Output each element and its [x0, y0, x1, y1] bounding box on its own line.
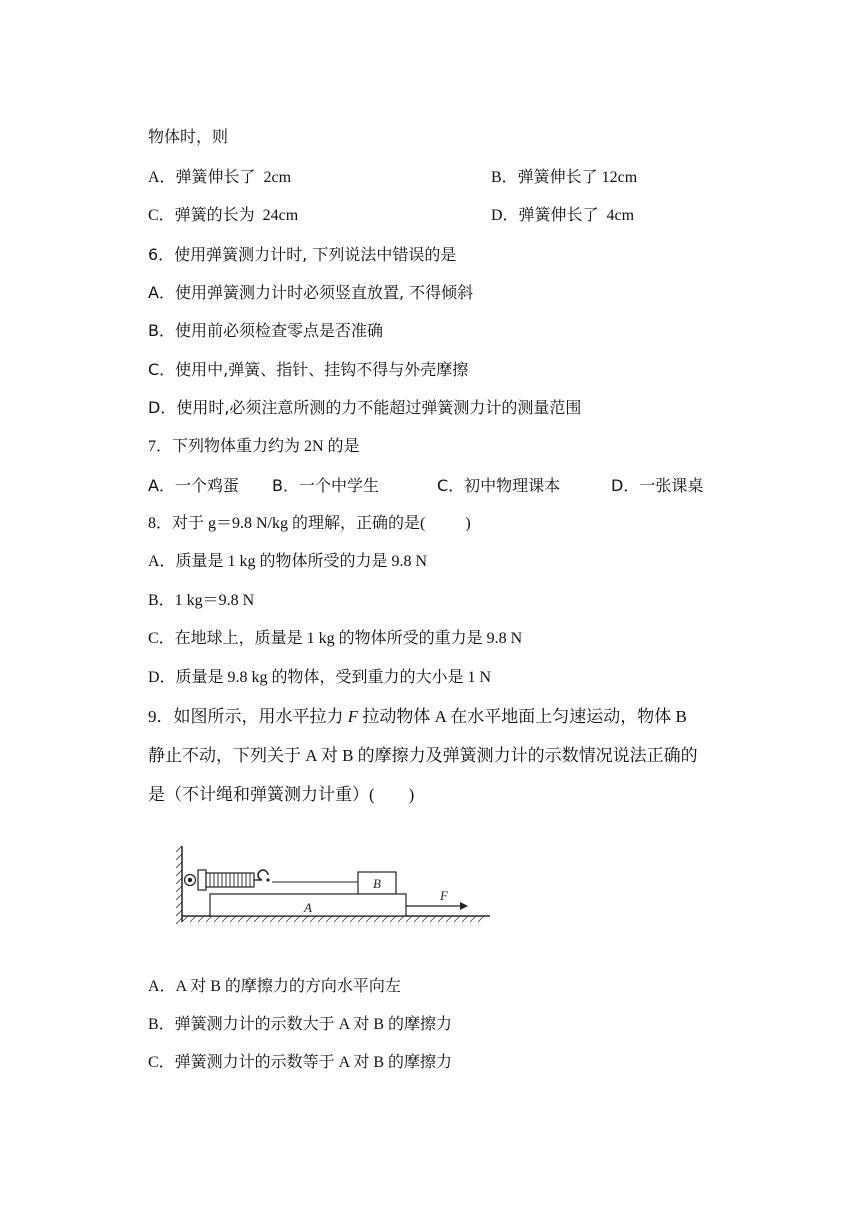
option-9c: C．弹簧测力计的示数等于 A 对 B 的摩擦力 — [148, 1054, 453, 1071]
option-6d: D．使用时,必须注意所测的力不能超过弹簧测力计的测量范围 — [148, 398, 582, 417]
option-6c: C．使用中,弹簧、指针、挂钩不得与外壳摩擦 — [148, 360, 469, 379]
option-8a: A．质量是 1 kg 的物体所受的力是 9.8 N — [148, 553, 428, 570]
text-span: 拉动物体 A 在水平地面上匀速运动，物体 B — [358, 707, 687, 726]
option-6a: A．使用弹簧测力计时必须竖直放置, 不得倾斜 — [148, 283, 474, 302]
text-span: 9．如图所示，用水平拉力 — [148, 707, 348, 726]
question-6: 6．使用弹簧测力计时, 下列说法中错误的是 — [148, 245, 457, 264]
option-8b: B．1 kg＝9.8 N — [148, 592, 255, 609]
option-9b: B．弹簧测力计的示数大于 A 对 B 的摩擦力 — [148, 1016, 453, 1033]
option-5d: D．弹簧伸长了 4cm — [491, 207, 635, 224]
question-8: 8．对于 g＝9.8 N/kg 的理解，正确的是( ) — [148, 515, 471, 532]
scale-hook — [258, 870, 268, 880]
option-5c: C．弹簧的长为 24cm — [148, 207, 299, 224]
question-9-line-2: 静止不动，下列关于 A 对 B 的摩擦力及弹簧测力计的示数情况说法正确的 — [148, 746, 698, 765]
ground-hatch — [182, 916, 484, 922]
hook-tip — [266, 878, 269, 881]
wall-ring-center — [188, 878, 192, 882]
option-7a: A．一个鸡蛋 — [148, 476, 239, 495]
force-symbol: F — [347, 707, 359, 726]
block-b-label: B — [373, 876, 381, 891]
block-a-label: A — [304, 900, 312, 915]
option-8c: C．在地球上，质量是 1 kg 的物体所受的重力是 9.8 N — [148, 630, 523, 647]
text-line: 物体时，则 — [148, 127, 229, 146]
option-7c: C．初中物理课本 — [437, 476, 561, 495]
wall-hatch — [176, 846, 182, 924]
option-5b: B．弹簧伸长了 12cm — [491, 169, 638, 186]
question-9-line-1 — [148, 706, 687, 728]
spring-scale-figure — [176, 842, 496, 928]
option-6b: B．使用前必须检查零点是否准确 — [148, 321, 383, 340]
option-7d: D．一张课桌 — [611, 476, 704, 495]
scale-end-cap — [198, 870, 206, 890]
question-7: 7．下列物体重力约为 2N 的是 — [148, 438, 360, 455]
question-9-line-3: 是（不计绳和弹簧测力计重）( ) — [148, 785, 415, 804]
option-7b: B．一个中学生 — [272, 476, 379, 495]
force-label: F — [440, 888, 448, 903]
option-8d: D．质量是 9.8 kg 的物体，受到重力的大小是 1 N — [148, 669, 492, 686]
option-9a: A．A 对 B 的摩擦力的方向水平向左 — [148, 978, 401, 995]
force-arrow-head — [460, 902, 468, 910]
option-5a: A．弹簧伸长了 2cm — [148, 169, 292, 186]
